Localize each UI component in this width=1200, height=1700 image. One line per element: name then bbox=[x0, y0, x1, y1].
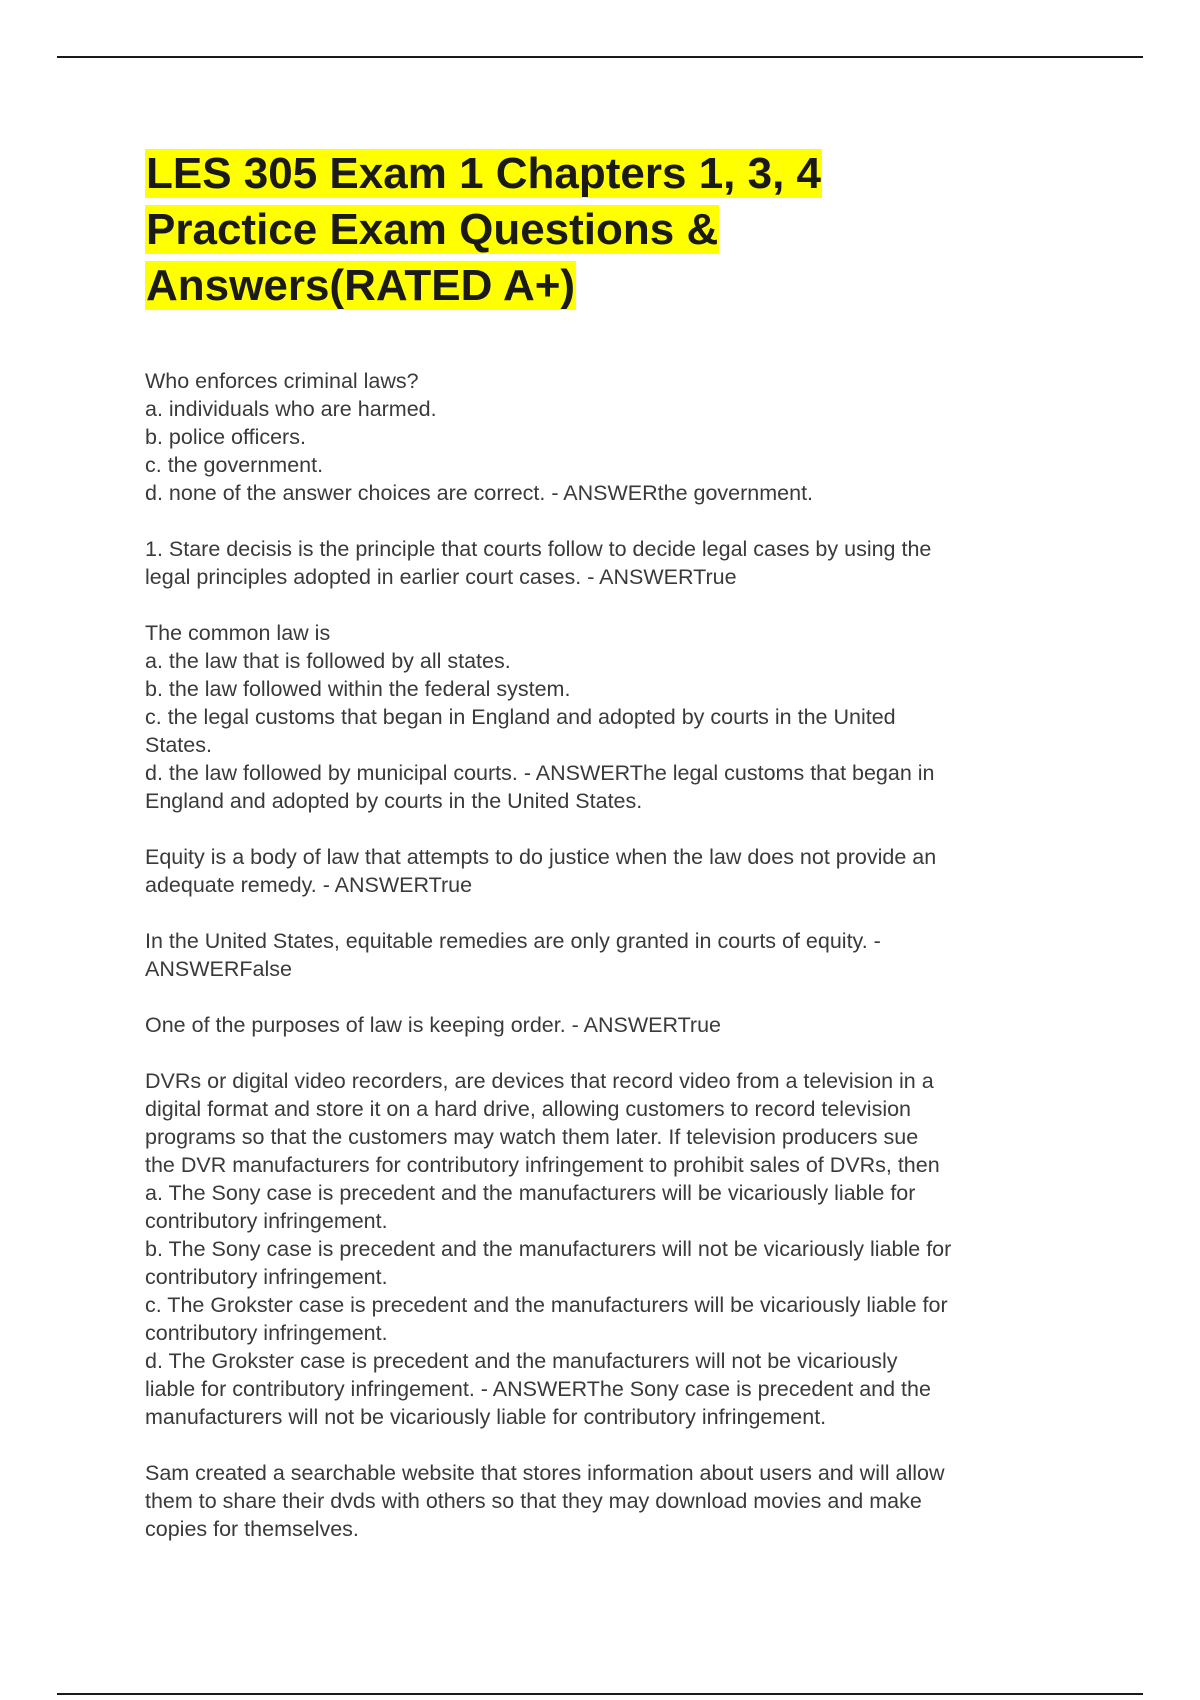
question-item bbox=[145, 1459, 1065, 1543]
bottom-divider bbox=[57, 1693, 1143, 1695]
document-body bbox=[145, 367, 1065, 1571]
text-line: manufacturers will not be vicariously liable for contributory infringement. bbox=[145, 1405, 827, 1429]
text-line: In the United States, equitable remedies are only granted in courts of equity. - bbox=[145, 929, 881, 953]
text-line: ANSWERFalse bbox=[145, 957, 292, 981]
text-line: One of the purposes of law is keeping order. - ANSWERTrue bbox=[145, 1013, 722, 1037]
text-line: b. the law followed within the federal system. bbox=[145, 677, 571, 701]
text-line: States. bbox=[145, 733, 212, 757]
text-line: The common law is bbox=[145, 621, 331, 645]
text-line: 1. Stare decisis is the principle that courts follow to decide legal cases by using the bbox=[145, 537, 932, 561]
question-item bbox=[145, 619, 1065, 815]
top-divider bbox=[57, 56, 1143, 58]
document-title bbox=[145, 146, 1075, 314]
text-line: contributory infringement. bbox=[145, 1209, 388, 1233]
text-line: the DVR manufacturers for contributory infringement to prohibit sales of DVRs, then bbox=[145, 1153, 940, 1177]
text-line: Equity is a body of law that attempts to do justice when the law does not provide an bbox=[145, 845, 937, 869]
question-item bbox=[145, 843, 1065, 899]
question-item bbox=[145, 927, 1065, 983]
title-line: Practice Exam Questions & bbox=[146, 205, 719, 254]
text-line: a. individuals who are harmed. bbox=[145, 397, 437, 421]
text-line: d. the law followed by municipal courts. - ANSWERThe legal customs that began in bbox=[145, 761, 935, 785]
question-item bbox=[145, 1067, 1065, 1431]
text-line: b. police officers. bbox=[145, 425, 306, 449]
text-line: legal principles adopted in earlier court cases. - ANSWERTrue bbox=[145, 565, 737, 589]
text-line: liable for contributory infringement. - ANSWERThe Sony case is precedent and the bbox=[145, 1377, 931, 1401]
text-line: c. the legal customs that began in England and adopted by courts in the United bbox=[145, 705, 896, 729]
text-line: DVRs or digital video recorders, are devices that record video from a television in a bbox=[145, 1069, 934, 1093]
text-line: adequate remedy. - ANSWERTrue bbox=[145, 873, 473, 897]
text-line: d. none of the answer choices are correct. - ANSWERthe government. bbox=[145, 481, 814, 505]
text-line: digital format and store it on a hard drive, allowing customers to record television bbox=[145, 1097, 912, 1121]
text-line: a. The Sony case is precedent and the manufacturers will be vicariously liable for bbox=[145, 1181, 916, 1205]
text-line: contributory infringement. bbox=[145, 1265, 388, 1289]
text-line: b. The Sony case is precedent and the manufacturers will not be vicariously liable for bbox=[145, 1237, 952, 1261]
text-line: them to share their dvds with others so that they may download movies and make bbox=[145, 1489, 922, 1513]
question-item bbox=[145, 367, 1065, 507]
question-item bbox=[145, 1011, 1065, 1039]
text-line: contributory infringement. bbox=[145, 1321, 388, 1345]
text-line: Who enforces criminal laws? bbox=[145, 369, 419, 393]
title-line: Answers(RATED A+) bbox=[146, 261, 576, 310]
text-line: d. The Grokster case is precedent and the manufacturers will not be vicariously bbox=[145, 1349, 898, 1373]
text-line: programs so that the customers may watch them later. If television producers sue bbox=[145, 1125, 919, 1149]
text-line: c. the government. bbox=[145, 453, 324, 477]
title-line: LES 305 Exam 1 Chapters 1, 3, 4 bbox=[146, 149, 822, 198]
text-line: c. The Grokster case is precedent and the manufacturers will be vicariously liable for bbox=[145, 1293, 948, 1317]
text-line: England and adopted by courts in the United States. bbox=[145, 789, 643, 813]
text-line: Sam created a searchable website that stores information about users and will allow bbox=[145, 1461, 945, 1485]
text-line: a. the law that is followed by all states. bbox=[145, 649, 511, 673]
text-line: copies for themselves. bbox=[145, 1517, 359, 1541]
question-item bbox=[145, 535, 1065, 591]
